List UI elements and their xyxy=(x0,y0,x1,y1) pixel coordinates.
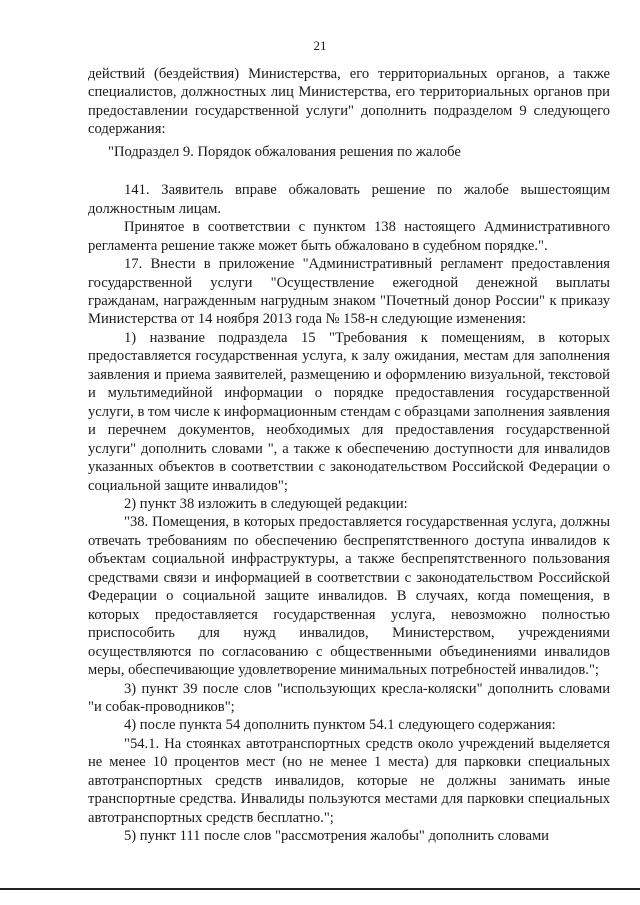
subsection-title: "Подраздел 9. Порядок обжалования решения по жалобе xyxy=(108,143,461,160)
paragraph-decision: Принятое в соответствии с пунктом 138 настоящего Административного регламента решение также может быть обжаловано в судебном порядке.". xyxy=(88,219,610,254)
scan-edge-line xyxy=(0,888,640,890)
paragraph-17: 17. Внести в приложение "Административный регламент предоставления государственной услуги "Осуществление ежегодной денежной выплаты гражданам, награжденным нагрудным знаком "Почетный донор России" к приказу Министерства от 14 ноября 2013 года № 158-н следующие изменения: xyxy=(88,256,610,328)
spacer xyxy=(88,161,610,181)
item-1: 1) название подраздела 15 "Требования к помещениям, в которых предоставляется государственная услуга, к залу ожидания, местам для заполнения заявления и приема заявителей, размещению и оформлению визуальной, текстовой и мультимедийной информации о порядке предоставления государственной услуги, в том числе к информационным стендам с образцами заполнения заявления и перечнем документов, необходимых для предоставления государственной услуги" дополнить словами ", а также к обеспечению доступности для инвалидов указанных объектов в соответствии с законодательством Российской Федерации о социальной защите инвалидов"; xyxy=(88,329,610,494)
item-4: 4) после пункта 54 дополнить пунктом 54.1 следующего содержания: xyxy=(124,717,556,734)
paragraph-continuation: действий (бездействия) Министерства, его территориальных органов, а также специалистов, должностных лиц Министерства, его территориальных органов при предоставлении государственной услуги" дополнить подразделом 9 следующего содержания: xyxy=(88,66,610,138)
paragraph-38: "38. Помещения, в которых предоставляется государственная услуга, должны отвечать требованиям по обеспечению беспрепятственного доступа инвалидов к объектам социальной инфраструктуры, а также беспрепятственного пользования средствами связи и информацией в соответствии с законодательством Российской Федерации о социальной защите инвалидов. В случаях, когда помещения, в которых предоставляется государственная услуга, невозможно полностью приспособить для нужд инвалидов, Министерством, учреждениями осуществляются по согласованию с общественными объединениями инвалидов меры, обеспечивающие удовлетворение минимальных потребностей инвалидов."; xyxy=(88,514,610,679)
paragraph-54-1: "54.1. На стоянках автотранспортных средств около учреждений выделяется не менее 10 процентов мест (но не менее 1 места) для парковки специальных автотранспортных средств инвалидов, которые не должны занимать иные транспортные средства. Инвалиды пользуются местами для парковки специальных автотранспортных средств бесплатно."; xyxy=(88,735,610,826)
document-body xyxy=(88,65,610,846)
paragraph-141: 141. Заявитель вправе обжаловать решение по жалобе вышестоящим должностным лицам. xyxy=(88,182,610,217)
item-3: 3) пункт 39 после слов "использующих кресла-коляски" дополнить словами "и собак-проводников"; xyxy=(88,680,610,715)
page-number: 21 xyxy=(313,38,327,53)
item-2: 2) пункт 38 изложить в следующей редакции: xyxy=(124,495,408,512)
item-5: 5) пункт 111 после слов "рассмотрения жалобы" дополнить словами xyxy=(124,828,549,845)
